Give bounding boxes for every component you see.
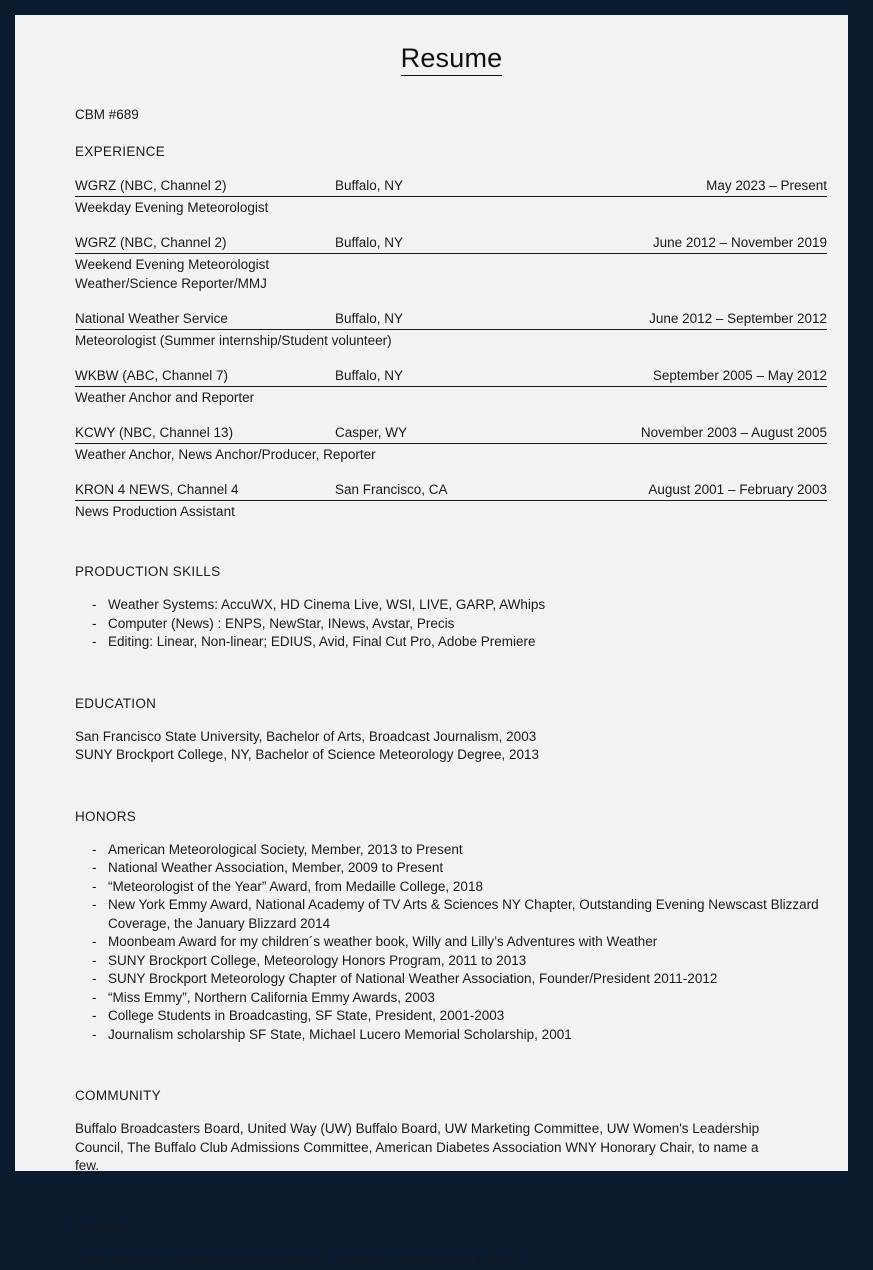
bullet-dash-icon: - (92, 933, 97, 952)
resume-content (75, 15, 828, 1270)
employer-location: Buffalo, NY (335, 368, 403, 383)
community-block (75, 1120, 827, 1176)
experience-entry-header (75, 311, 827, 330)
experience-entry (75, 235, 828, 292)
section-heading-community: COMMUNITY (75, 1088, 828, 1103)
section-heading-honors: HONORS (75, 809, 828, 824)
other-line: “Willy and Lilly’s Adventures with Weather”, children's weather book, 2020 (75, 1252, 827, 1270)
list-item-text: Journalism scholarship SF State, Michael Lucero Memorial Scholarship, 2001 (108, 1026, 828, 1045)
experience-entry (75, 368, 828, 406)
job-title: News Production Assistant (75, 503, 828, 520)
list-item (75, 952, 828, 971)
employer-location: Buffalo, NY (335, 311, 403, 326)
bullet-dash-icon: - (92, 1007, 97, 1026)
employer-name: KCWY (NBC, Channel 13) (75, 425, 233, 440)
list-item-text: Weather Systems: AccuWX, HD Cinema Live, WSI, LIVE, GARP, AWhips (108, 596, 828, 615)
employer-name: WKBW (ABC, Channel 7) (75, 368, 228, 383)
experience-entry (75, 425, 828, 463)
job-title: Weekday Evening Meteorologist (75, 199, 828, 216)
employer-location: Casper, WY (335, 425, 407, 440)
resume-page (15, 15, 848, 1171)
job-title: Weather/Science Reporter/MMJ (75, 275, 828, 292)
list-item (75, 859, 828, 878)
list-item-text: Computer (News) : ENPS, NewStar, INews, Avstar, Precis (108, 615, 828, 634)
employer-location: Buffalo, NY (335, 178, 403, 193)
list-item-text: Moonbeam Award for my children´s weather book, Willy and Lilly’s Adventures with Weather (108, 933, 828, 952)
section-heading-production-skills: PRODUCTION SKILLS (75, 564, 828, 579)
education-line: San Francisco State University, Bachelor of Arts, Broadcast Journalism, 2003 (75, 728, 827, 747)
list-item (75, 633, 828, 652)
experience-entry-header (75, 482, 827, 501)
experience-entry-header (75, 425, 827, 444)
list-item-text: Editing: Linear, Non-linear; EDIUS, Avid, Final Cut Pro, Adobe Premiere (108, 633, 828, 652)
list-item-text: National Weather Association, Member, 2009 to Present (108, 859, 828, 878)
spacer (75, 1176, 828, 1198)
list-item-text: SUNY Brockport Meteorology Chapter of National Weather Association, Founder/President 2011-2012 (108, 970, 828, 989)
list-item (75, 989, 828, 1008)
employer-name: WGRZ (NBC, Channel 2) (75, 235, 227, 250)
education-block (75, 728, 827, 765)
employment-dates: June 2012 – November 2019 (653, 235, 827, 250)
bullet-dash-icon: - (92, 859, 97, 878)
experience-entry (75, 311, 828, 349)
spacer (75, 765, 828, 787)
list-item (75, 896, 828, 933)
section-heading-other: OTHER (75, 1220, 828, 1235)
list-item-text: College Students in Broadcasting, SF State, President, 2001-2003 (108, 1007, 828, 1026)
employer-location: San Francisco, CA (335, 482, 448, 497)
spacer (75, 652, 828, 674)
employment-dates: June 2012 – September 2012 (649, 311, 827, 326)
job-title: Weather Anchor, News Anchor/Producer, Reporter (75, 446, 828, 463)
list-item-text: New York Emmy Award, National Academy of TV Arts & Sciences NY Chapter, Outstanding Evening Newscast Blizzard Coverage, the January Blizzard 2014 (108, 896, 828, 933)
experience-entry-header (75, 178, 827, 197)
employer-location: Buffalo, NY (335, 235, 403, 250)
experience-entry (75, 178, 828, 216)
section-heading-education: EDUCATION (75, 696, 828, 711)
community-line: Buffalo Broadcasters Board, United Way (UW) Buffalo Board, UW Marketing Committee, UW Women's Leadership (75, 1120, 827, 1139)
education-line: SUNY Brockport College, NY, Bachelor of Science Meteorology Degree, 2013 (75, 746, 827, 765)
community-line: Council, The Buffalo Club Admissions Committee, American Diabetes Association WNY Honorary Chair, to name a (75, 1139, 827, 1158)
section-heading-experience: EXPERIENCE (75, 144, 828, 159)
list-item (75, 970, 828, 989)
job-title: Weekend Evening Meteorologist (75, 256, 828, 273)
employment-dates: May 2023 – Present (706, 178, 827, 193)
list-item (75, 1026, 828, 1045)
bullet-dash-icon: - (92, 970, 97, 989)
certification-id: CBM #689 (75, 107, 828, 122)
bullet-dash-icon: - (92, 1026, 97, 1045)
production-skills-list (75, 596, 828, 652)
bullet-dash-icon: - (92, 878, 97, 897)
honors-list (75, 841, 828, 1045)
other-block (75, 1252, 827, 1270)
employment-dates: November 2003 – August 2005 (641, 425, 827, 440)
list-item (75, 596, 828, 615)
employer-name: WGRZ (NBC, Channel 2) (75, 178, 227, 193)
experience-entry-header (75, 235, 827, 254)
list-item (75, 878, 828, 897)
employer-name: National Weather Service (75, 311, 228, 326)
employer-name: KRON 4 NEWS, Channel 4 (75, 482, 239, 497)
job-title: Meteorologist (Summer internship/Student volunteer) (75, 332, 828, 349)
bullet-dash-icon: - (92, 615, 97, 634)
spacer (75, 1044, 828, 1066)
bullet-dash-icon: - (92, 952, 97, 971)
list-item-text: SUNY Brockport College, Meteorology Honors Program, 2011 to 2013 (108, 952, 828, 971)
bullet-dash-icon: - (92, 633, 97, 652)
bullet-dash-icon: - (92, 596, 97, 615)
list-item (75, 841, 828, 860)
list-item-text: “Miss Emmy”, Northern California Emmy Awards, 2003 (108, 989, 828, 1008)
employment-dates: September 2005 – May 2012 (653, 368, 827, 383)
bullet-dash-icon: - (92, 841, 97, 860)
list-item (75, 1007, 828, 1026)
spacer (75, 520, 828, 542)
community-line: few. (75, 1157, 827, 1176)
list-item (75, 615, 828, 634)
list-item-text: “Meteorologist of the Year” Award, from Medaille College, 2018 (108, 878, 828, 897)
bullet-dash-icon: - (92, 896, 97, 915)
list-item (75, 933, 828, 952)
page-title: Resume (75, 15, 828, 74)
job-title: Weather Anchor and Reporter (75, 389, 828, 406)
experience-entry (75, 482, 828, 520)
bullet-dash-icon: - (92, 989, 97, 1008)
list-item-text: American Meteorological Society, Member, 2013 to Present (108, 841, 828, 860)
employment-dates: August 2001 – February 2003 (648, 482, 827, 497)
experience-entry-header (75, 368, 827, 387)
